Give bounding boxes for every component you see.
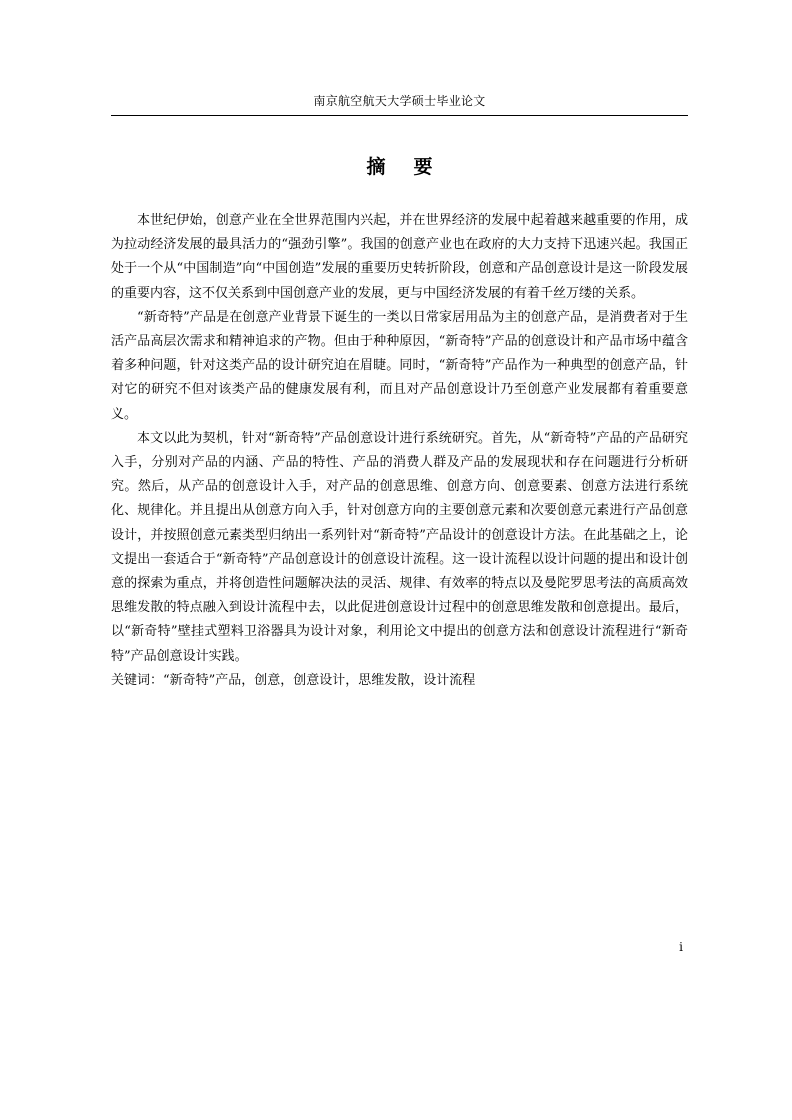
- header-rule: [111, 115, 688, 116]
- page-number: i: [679, 940, 683, 954]
- abstract-title: 摘要: [366, 156, 461, 178]
- abstract-paragraph-2: “新奇特”产品是在创意产业背景下诞生的一类以日常家居用品为主的创意产品，是消费者对于生活产品高层次需求和精神追求的产物。但由于种种原因，“新奇特”产品的创意设计和产品市场中蕴含着多种问题，针对这类产品的设计研究迫在眉睫。同时，“新奇特”产品作为一种典型的创意产品，针对它的研究不但对该类产品的健康发展有利，而且对产品创意设计乃至创意产业发展都有着重要意义。: [111, 309, 688, 422]
- abstract-paragraph-3: 本文以此为契机，针对“新奇特”产品创意设计进行系统研究。首先，从“新奇特”产品的产品研究入手，分别对产品的内涵、产品的特性、产品的消费人群及产品的发展现状和存在问题进行分析研究。然后，从产品的创意设计入手，对产品的创意思维、创意方向、创意要素、创意方法进行系统化、规律化。并且提出从创意方向入手，针对创意方向的主要创意元素和次要创意元素进行产品创意设计，并按照创意元素类型归纳出一系列针对“新奇特”产品设计的创意设计方法。在此基础之上，论文提出一套适合于“新奇特”产品创意设计的创意设计流程。这一设计流程以设计问题的提出和设计创意的探索为重点，并将创造性问题解决法的灵活、规律、有效率的特点以及曼陀罗思考法的高质高效思维发散的特点融入到设计流程中去，以此促进创意设计过程中的创意思维发散和创意提出。最后，以“新奇特”壁挂式塑料卫浴器具为设计对象，利用论文中提出的创意方法和创意设计流程进行“新奇特”产品创意设计实践。: [111, 430, 688, 664]
- running-header: 南京航空航天大学硕士毕业论文: [313, 94, 486, 108]
- abstract-body: [111, 209, 688, 693]
- abstract-paragraph-1: 本世纪伊始，创意产业在全世界范围内兴起，并在世界经济的发展中起着越来越重要的作用，成为拉动经济发展的最具活力的“强劲引擎”。我国的创意产业也在政府的大力支持下迅速兴起。我国正处于一个从“中国制造”向“中国创造”发展的重要历史转折阶段，创意和产品创意设计是这一阶段发展的重要内容，这不仅关系到中国创意产业的发展，更与中国经济发展的有着千丝万缕的关系。: [111, 213, 688, 301]
- keywords-line: 关键词：“新奇特”产品，创意，创意设计，思维发散，设计流程: [111, 672, 476, 688]
